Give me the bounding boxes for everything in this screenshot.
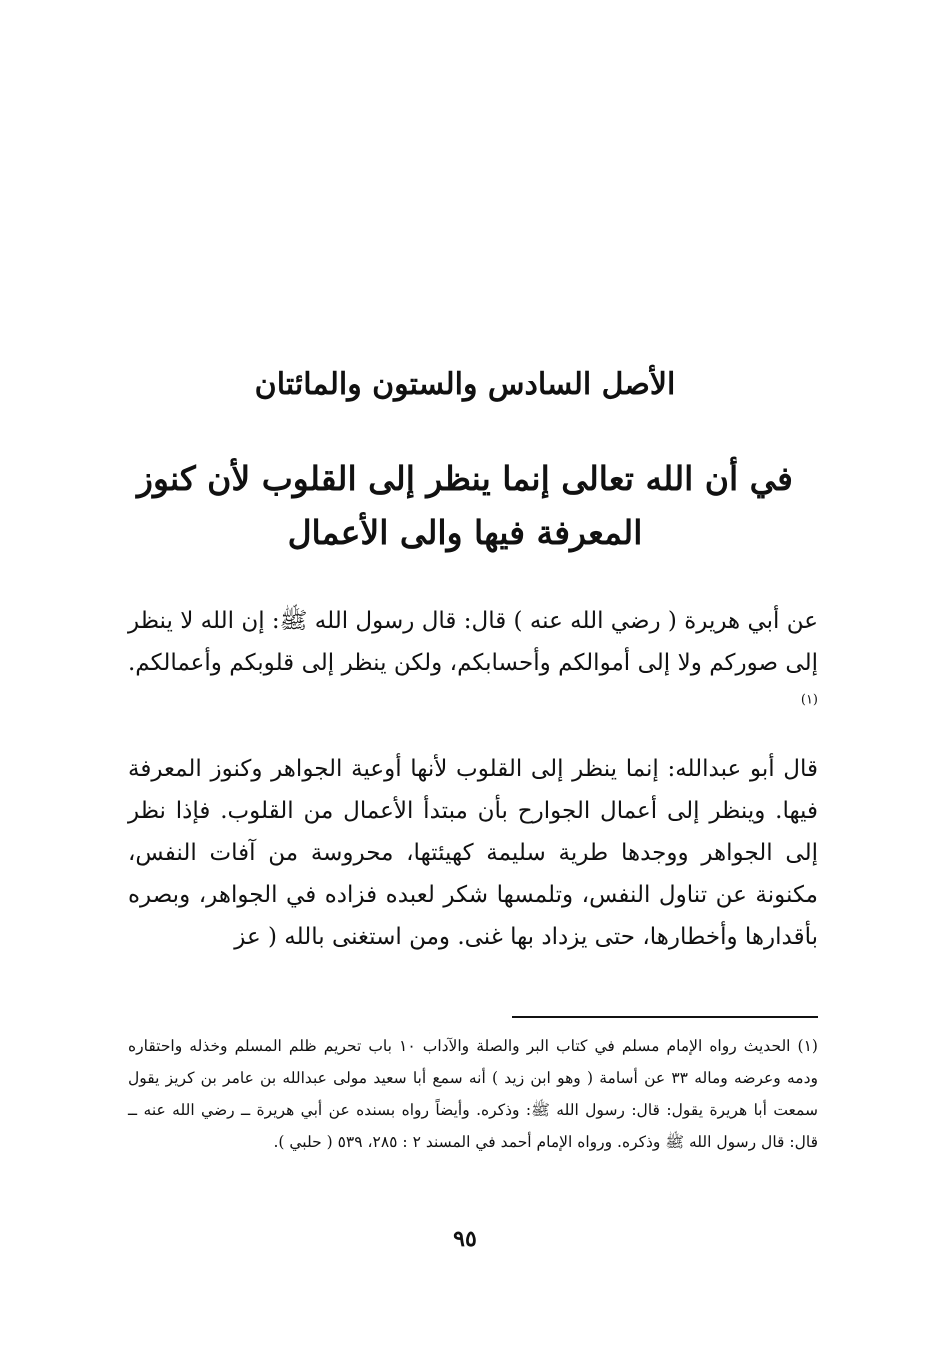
- commentary-paragraph: قال أبو عبدالله: إنما ينظر إلى القلوب لأنها أوعية الجواهر وكنوز المعرفة فيها. وينظر إلى أعمال الجوارح بأن مبتدأ الأعمال من القلوب. فإذا نظر إلى الجواهر ووجدها طرية سليمة كهيئتها، محروسة من آفات النفس، مكنونة عن تناول النفس، وتلمسها شكر لعبده فزاده في الجواهر، وبصره بأقدارها وأخطارها، حتى يزداد بها غنى. ومن استغنى بالله ( عز: [128, 756, 818, 950]
- footnote: (١) الحديث رواه الإمام مسلم في كتاب البر والصلة والآداب ١٠ باب تحريم ظلم المسلم وخذله واحتقاره ودمه وعرضه وماله ٣٣ عن أسامة ( وهو ابن زيد ) أنه سمع أبا سعيد مولى عبدالله بن عامر بن كريز يقول سمعت أبا هريرة يقول: قال: رسول الله ﷺ: وذكره. وأيضاً رواه بسنده عن أبي هريرة ــ رضي الله عنه ــ قال: قال رسول الله ﷺ وذكره. ورواه الإمام أحمد في المسند ٢ : ٢٨٥، ٥٣٩ ( حلبي ).: [128, 1037, 818, 1151]
- footnote-reference: (١): [800, 692, 818, 708]
- chapter-title: الأصل السادس والستون والمائتان: [254, 367, 676, 402]
- chapter-subtitle: في أن الله تعالى إنما ينظر إلى القلوب لأن كنوز المعرفة فيها والى الأعمال: [137, 459, 793, 552]
- hadith-paragraph: [128, 600, 818, 726]
- page-number: ٩٥: [453, 1226, 477, 1252]
- footnote-divider: [512, 1016, 818, 1018]
- hadith-text: عن أبي هريرة ( رضي الله عنه ) قال: قال رسول الله ﷺ: إن الله لا ينظر إلى صوركم ولا إلى أموالكم وأحسابكم، ولكن ينظر إلى قلوبكم وأعمالكم.: [128, 608, 818, 676]
